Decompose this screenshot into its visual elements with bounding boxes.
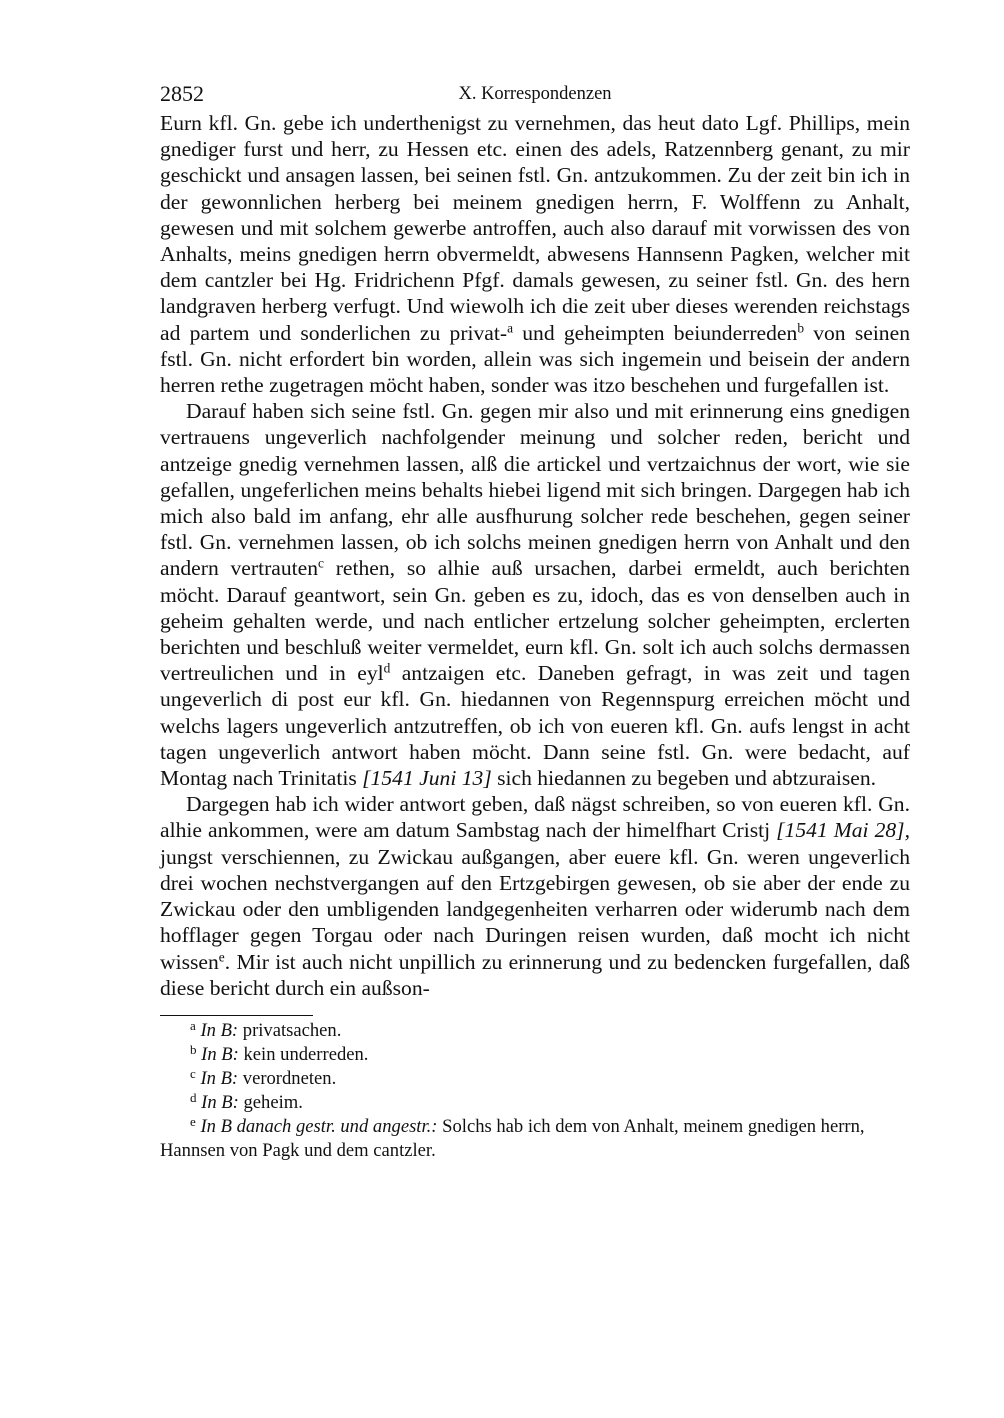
footnote-marker: d (190, 1090, 197, 1106)
footnote-text: Solchs hab ich dem von Anhalt, meinem gnedigen herrn, Hannsen von Pagk und dem cantzler. (160, 1115, 865, 1161)
footnote-marker-b[interactable]: b (797, 320, 804, 336)
paragraph-2-text-1: Darauf haben sich seine fstl. Gn. gegen mir also und mit erinnerung eins gnedigen vertrauens ungeverlich nachfolgender meinung und solcher reden, bericht und antzeige gnedig vernehmen lassen, alß die artickel und vertzaichnus der wort, wie sie gefallen, ungeferlichen meins behalts hiebei ligend mit sich bringen. Dargegen hab ich mich also bald im anfang, ehr alle ausfhurung solcher rede beschehen, gegen seiner fstl. Gn. vernehmen lassen, ob ich solchs meinen gnedigen herrn von Anhalt und den andern vertrauten (160, 399, 910, 581)
footnote-source: In B: (201, 1043, 239, 1065)
body-text (160, 110, 910, 1001)
footnote (160, 1115, 910, 1163)
paragraph-1-text-3: von seinen fstl. Gn. nicht erfordert bin worden, allein was sich ingemein und beisein der andern herren rethe zugetragen möcht haben, sonder was itzo beschehen und furgefallen ist. (160, 320, 910, 398)
paragraph-3-text-3: . Mir ist auch nicht unpillich zu erinnerung und zu bedencken furgefallen, daß diese bericht durch ein außson- (160, 949, 910, 1000)
running-head: X. Korrespondenzen (458, 84, 612, 104)
footnote (160, 1019, 910, 1043)
footnote-marker: c (190, 1066, 196, 1082)
page-header (160, 79, 910, 109)
editorial-date: [1541 Mai 28], (776, 818, 910, 843)
paragraph-2-text-3: antzaigen etc. Daneben gefragt, in was zeit und tagen ungeverlich di post eur kfl. Gn. hiedannen von Regennspurg erreichen möcht und welchs lagers ungeverlich antzutreffen, ob ich von eueren kfl. Gn. aufs lengst in acht tagen ungeverlich antwort haben möcht. Dann seine fstl. Gn. were bedacht, auf Montag nach Trinitatis (160, 661, 911, 791)
footnote-source: In B: (200, 1019, 239, 1041)
paragraph-1 (160, 110, 910, 398)
footnote (160, 1091, 910, 1115)
footnote-source: In B danach gestr. und angestr.: (200, 1115, 438, 1137)
page (160, 79, 910, 1163)
editorial-date: [1541 Juni 13] (362, 766, 492, 791)
footnote-marker-d[interactable]: d (383, 660, 391, 676)
footnote-marker-c[interactable]: c (318, 556, 324, 572)
paragraph-3-text-1: Dargegen hab ich wider antwort geben, daß nägst schreiben, so von eueren kfl. Gn. alhie ankommen, were am datum Sambstag nach der himelfhart Cristj (160, 792, 910, 843)
footnote-text: geheim. (238, 1091, 303, 1113)
footnote-marker: e (190, 1114, 196, 1130)
footnote-marker-e[interactable]: e (218, 949, 225, 965)
footnote-marker: b (190, 1042, 197, 1058)
footnote-source: In B: (200, 1067, 239, 1089)
footnote-marker: a (190, 1018, 196, 1034)
footnote (160, 1067, 910, 1091)
paragraph-1-text-2: und geheimpten beiunderreden (513, 320, 798, 345)
paragraph-3 (160, 791, 910, 1001)
footnote (160, 1043, 910, 1067)
paragraph-2-text-2: rethen, so alhie auß ursachen, darbei ermeldt, auch berichten möcht. Darauf geantwort, sein Gn. geben es zu, idoch, das es von denselben auch in geheim gehalten werde, und nach entlicher ertzelung solcher geheimpten, erclerten berichten und beschluß weiter vermeldet, eurn kfl. Gn. solt ich auch solchs dermassen vertreulichen und in eyl (160, 556, 910, 686)
footnote-marker-a[interactable]: a (507, 320, 514, 336)
footnotes (160, 1019, 910, 1163)
footnote-divider (160, 1015, 313, 1016)
footnote-text: kein underreden. (238, 1043, 369, 1065)
footnote-text: verordneten. (238, 1067, 337, 1089)
footnote-text: privatsachen. (238, 1019, 342, 1041)
page-number: 2852 (160, 81, 204, 106)
paragraph-2 (160, 398, 910, 791)
paragraph-1-text-1: Eurn kfl. Gn. gebe ich underthenigst zu vernehmen, das heut dato Lgf. Phillips, mein gnediger furst und herr, zu Hessen etc. einen des adels, Ratzennberg genant, zu mir geschickt und ansagen lassen, bei seinen fstl. Gn. antzukommen. Zu der zeit bin ich in der gewonnlichen herberg bei meinem gnedigen herrn, F. Wolffenn zu Anhalt, gewesen und mit solchem gewerbe antroffen, auch also darauf mit vorwissen des von Anhalts, meins gnedigen herrn obvermeldt, abwesens Hannsenn Pagken, welcher mit dem cantzler bei Hg. Fridrichenn Pfgf. damals gewesen, zu seiner fstl. Gn. des hern landgraven herberg verfugt. Und wiewolh ich die zeit uber dieses werenden reichstags ad partem und sonderlichen zu privat- (160, 111, 910, 345)
paragraph-3-text-2: jungst verschiennen, zu Zwickau außgangen, aber euere kfl. Gn. weren ungeverlich drei wochen nechstvergangen auf den Ertzgebirgen gewesen, ob sie aber der ende zu Zwickau oder den umbligenden landgegenheiten verharren oder widerumb nach dem hofflager gegen Torgau oder nach Duringen reisen wurden, daß mocht ich nicht wissen (160, 844, 910, 974)
paragraph-2-text-4: sich hiedannen zu begeben und abtzuraisen. (491, 766, 877, 791)
footnote-source: In B: (201, 1091, 239, 1113)
